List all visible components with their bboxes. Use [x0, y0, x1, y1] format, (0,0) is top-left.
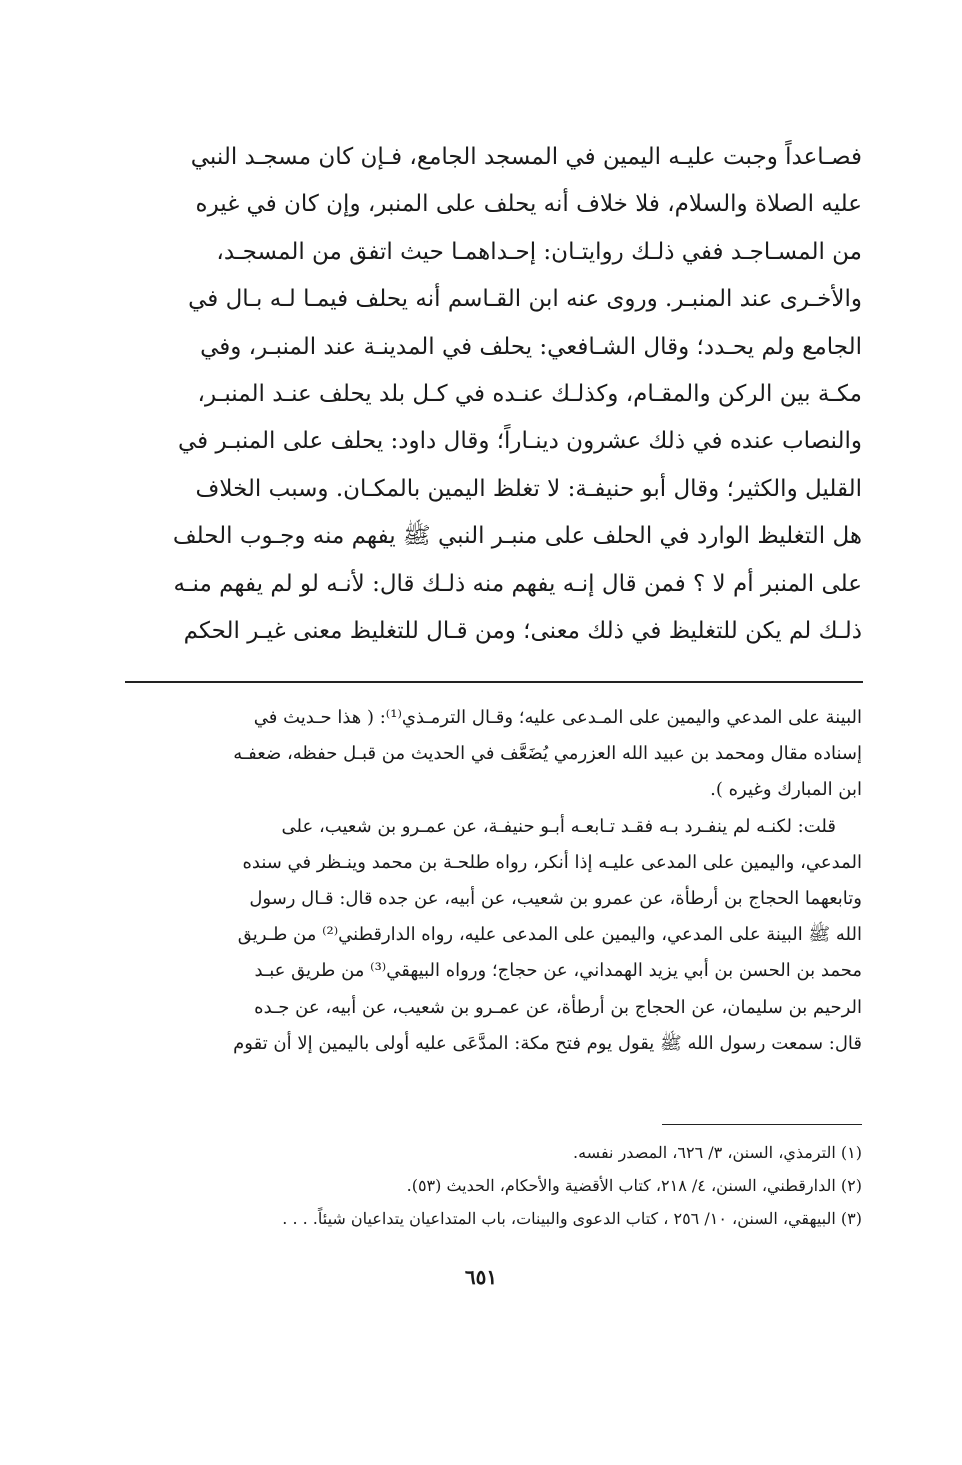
main-text-line: عليه الصلاة والسلام، فلا خلاف أنه يحلف على المنبر، وإن كان في غيره — [195, 191, 862, 218]
footnote: (٣) البيهقي، السنن، ١٠/ ٢٥٦ ، كتاب الدعوى والبينات، باب المتداعيان يتداعيان شيئاً. . . . — [282, 1209, 862, 1228]
commentary-line: قال: سمعت رسول الله ﷺ يقول يوم فتح مكة: المدَّعَى عليه أولى باليمين إلا أن تقوم — [233, 1032, 862, 1054]
main-text — [138, 134, 862, 655]
footnote: (٢) الدارقطني، السنن، ٤/ ٢١٨، كتاب الأقضية والأحكام، الحديث (٥٣). — [406, 1176, 862, 1195]
commentary-text — [138, 700, 862, 1062]
main-text-line: القليل والكثير؛ وقال أبو حنيفـة: لا تغلظ اليمين بالمكـان. وسبب الخلاف — [195, 475, 862, 502]
commentary-line: قلت: لكنـه لم ينفـرد بـه فقـد تـابعـه أبـو حنيفـة، عن عمـرو بن شعيب، على — [281, 815, 836, 837]
commentary-line: إسناده مقال ومحمد بن عبيد الله العزرمي يُضَعَّف في الحديث من قبـل حفظه، ضعفـه — [233, 743, 862, 765]
main-text-line: فصـاعداً وجبت عليـه اليمين في المسجد الجامع، فـإن كان مسجـد النبي — [190, 144, 862, 170]
footnotes — [138, 1136, 862, 1235]
commentary-line: الله ﷺ البينة على المدعي، واليمين على المدعى عليه، رواه الدارقطني⁽²⁾ من طـريق — [237, 924, 862, 946]
main-text-line: والأخـرى عند المنبـر. وروى عنه ابن القـاسم أنه يحلف فيمـا لـه بـال في — [188, 286, 862, 313]
commentary-line: ابن المبارك وغيره ). — [710, 779, 862, 801]
main-text-line: على المنبر أم لا ؟ فمن قال إنـه يفهم منه ذلـك قال: لأنـه لو لم يفهم منـه — [173, 570, 862, 597]
main-text-line: ذلـك لم يكن للتغليظ في ذلك معنى؛ ومن قـال للتغليظ معنى غيـر الحكم — [183, 617, 862, 644]
commentary-line: البينة على المدعي واليمين على المـدعى عليه؛ وقـال الترمـذي⁽¹⁾: ( هذا حـديث في — [253, 707, 862, 728]
main-text-line: والنصاب عنده في ذلك عشرون دينـاراً؛ وقال داود: يحلف على المنبـر في — [177, 428, 862, 455]
commentary-line: الرحيم بن سليمان، عن الحجاج بن أرطأة، عن عمـرو بن شعيب، عن أبيه، عن جـده — [254, 996, 862, 1018]
page-number: ٦٥١ — [464, 1265, 498, 1289]
main-text-line: من المسـاجـد ففي ذلـك روايتـان: إحـداهمـا حيث اتفق من المسجـد، — [216, 238, 862, 265]
main-text-line: هل التغليظ الوارد في الحلف على منبـر النبي ﷺ يفهم منه وجـوب الحلف — [172, 523, 862, 550]
main-text-separator — [125, 681, 863, 683]
main-text-line: مكـة بين الركن والمقـام، وكذلـك عنـده في كـل بلد يحلف عنـد المنبـر، — [197, 380, 862, 407]
commentary-line: المدعي، واليمين على المدعى عليـه إذا أنكر، رواه طلحـة بن محمد وينـظر في سنده — [242, 851, 862, 873]
commentary-line: وتابعهما الحجاج بن أرطأة، عن عمرو بن شعيب، عن أبيه، عن جده قال: قـال رسول — [249, 887, 862, 909]
footnote-separator — [662, 1124, 862, 1125]
footnote: (١) الترمذي، السنن، ٣/ ٦٢٦، المصدر نفسه. — [573, 1143, 862, 1162]
main-text-line: الجامع ولم يحـدد؛ وقال الشـافعي: يحلف في المدينـة عند المنبـر، وفي — [200, 333, 862, 360]
commentary-line: محمد بن الحسن بن أبي يزيد الهمداني، عن حجاج؛ ورواه البيهقي⁽³⁾ من طريق عبـد — [254, 960, 862, 982]
